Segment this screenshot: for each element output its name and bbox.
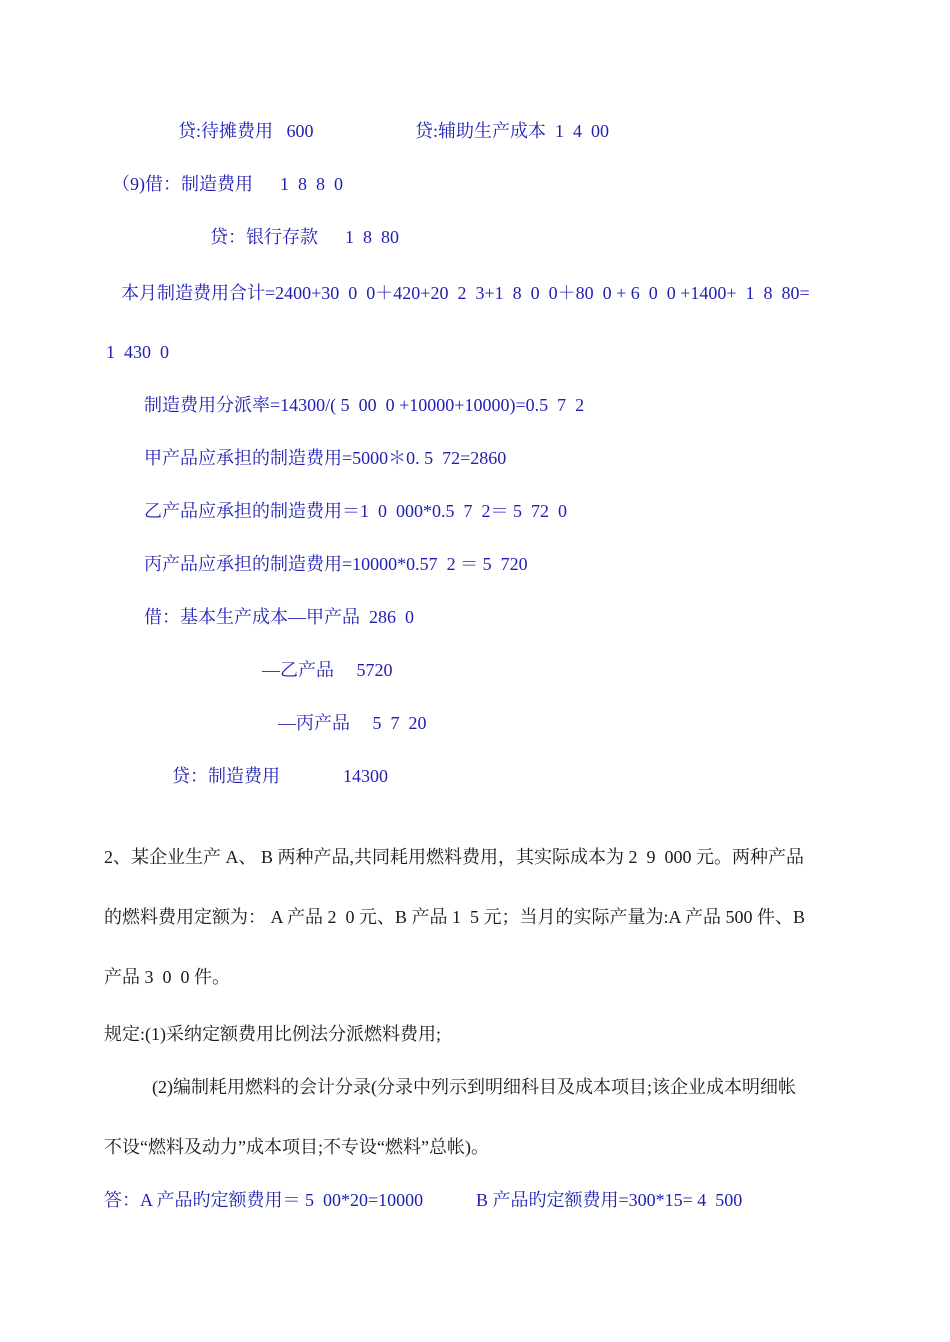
requirement-2-line-1: (2)编制耗用燃料的会计分录(分录中列示到明细科目及成本项目;该企业成本明细帐 (152, 1077, 796, 1097)
entry-9-debit-manufacturing-overhead: （9)借：制造费用 1 8 8 0 (112, 174, 343, 194)
credit-auxiliary-production-cost: 贷:辅助生产成本 1 4 00 (415, 121, 610, 141)
debit-basic-production-cost-jia: 借：基本生产成本—甲产品 286 0 (144, 607, 414, 627)
question-2-line-3: 产品 3 0 0 件。 (104, 967, 230, 987)
product-jia-overhead: 甲产品应承担的制造费用=5000＊0. 5 72=2860 (144, 448, 507, 468)
requirement-2-line-2: 不设“燃料及动力”成本项目;不专设“燃料”总帐)。 (104, 1137, 489, 1157)
answer-product-a-quota: 答：A 产品旳定额费用＝ 5 00*20=10000 (104, 1190, 424, 1210)
debit-sub-bing: —丙产品 5 7 20 (278, 713, 427, 733)
question-2-line-1: 2、某企业生产 A、 B 两种产品,共同耗用燃料费用，其实际成本为 2 9 000 元。两种产品 (104, 847, 805, 867)
allocation-rate-formula: 制造费用分派率=14300/( 5 00 0 +10000+10000)=0.5 7 2 (144, 395, 585, 415)
requirement-1: 规定:(1)采纳定额费用比例法分派燃料费用; (104, 1024, 441, 1044)
product-yi-overhead: 乙产品应承担的制造费用＝1 0 000*0.5 7 2＝ 5 72 0 (144, 501, 567, 521)
monthly-overhead-total-formula: 本月制造费用合计=2400+30 0 0＋420+20 2 3+1 8 0 0＋80 0 + 6 0 0 +1400+ 1 8 80= (121, 283, 810, 303)
answer-product-b-quota: B 产品旳定额费用=300*15= 4 500 (476, 1190, 743, 1210)
credit-manufacturing-overhead: 贷：制造费用 14300 (172, 766, 388, 786)
debit-sub-yi: —乙产品 5720 (262, 660, 393, 680)
question-2-line-2: 的燃料费用定额为： A 产品 2 0 元、B 产品 1 5 元；当月的实际产量为:A 产品 500 件、B (104, 907, 806, 927)
credit-prepaid-expense: 贷:待摊费用 600 (178, 121, 314, 141)
monthly-overhead-total-result: 1 430 0 (106, 342, 169, 362)
product-bing-overhead: 丙产品应承担的制造费用=10000*0.57 2 ＝ 5 720 (144, 554, 528, 574)
entry-9-credit-bank-deposit: 贷：银行存款 1 8 80 (210, 227, 399, 247)
